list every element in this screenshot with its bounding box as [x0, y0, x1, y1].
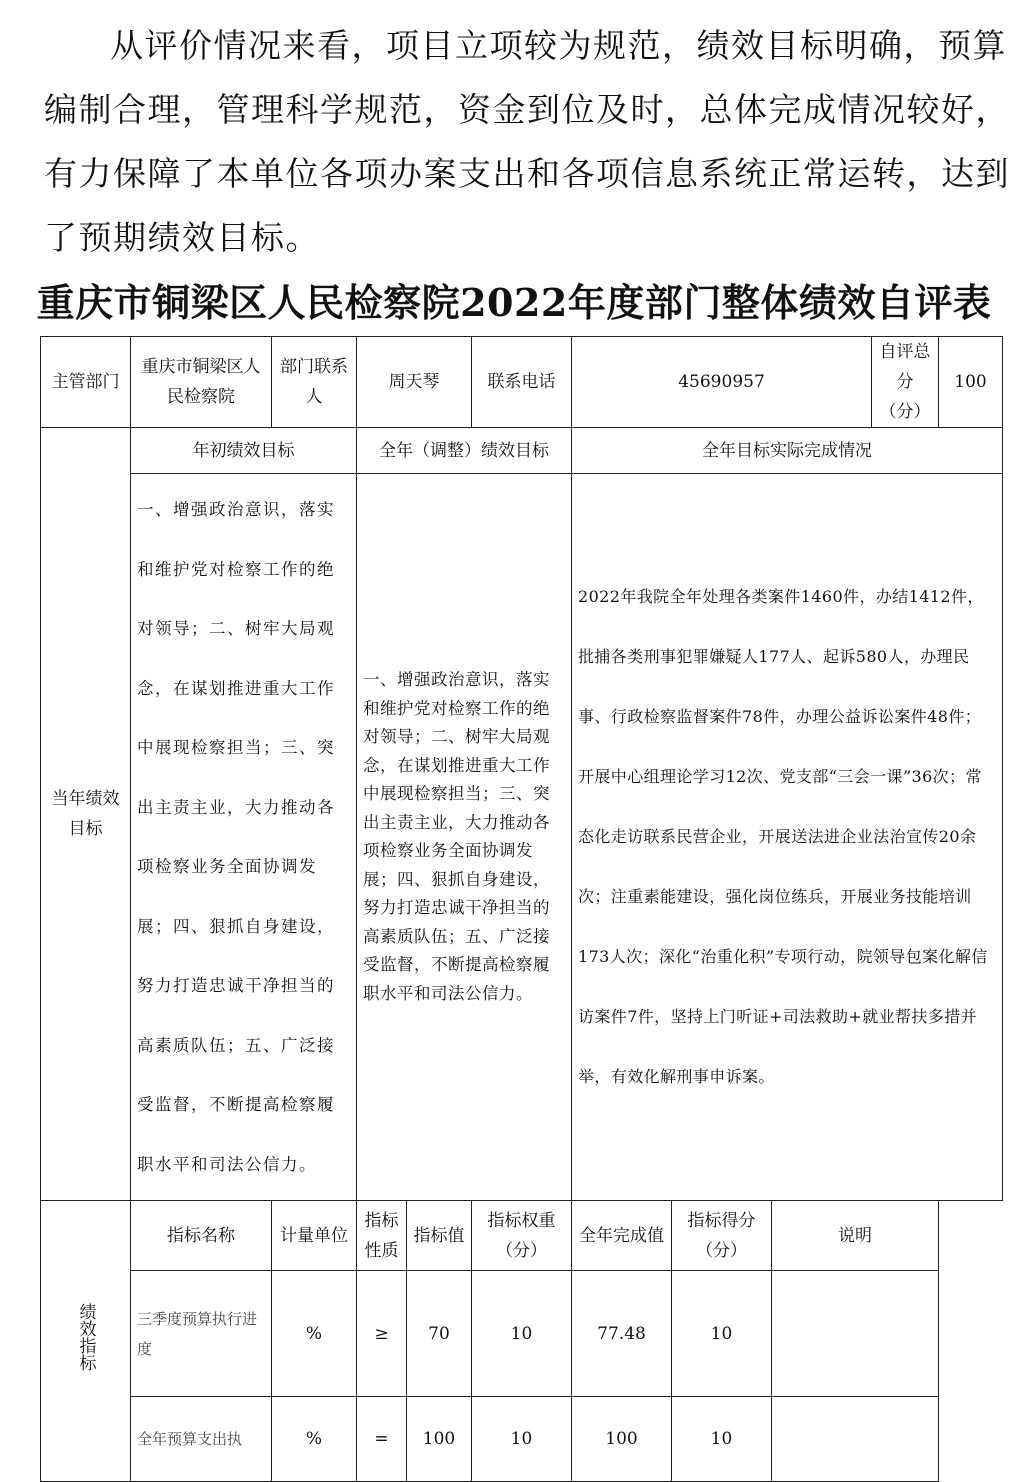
ind-value: 100: [407, 1397, 472, 1482]
ind-unit: %: [272, 1271, 357, 1397]
intro-line-2: 编制合理，管理科学规范，资金到位及时，总体完成情况较好，: [44, 90, 1010, 129]
ind-name: 全年预算支出执: [131, 1397, 272, 1482]
ind-header-nature: 指标性质: [357, 1201, 407, 1271]
score-label: 自评总分（分）: [872, 337, 939, 428]
ind-weight: 10: [472, 1397, 572, 1482]
col-actual-completion: 全年目标实际完成情况: [572, 428, 1003, 474]
header-row: [41, 337, 1003, 428]
dept-value: 重庆市铜梁区人民检察院: [131, 337, 272, 428]
ind-score: 10: [672, 1397, 772, 1482]
ind-header-done: 全年完成值: [572, 1201, 672, 1271]
contact-value: 周天琴: [357, 337, 472, 428]
intro-line-1: 从评价情况来看，项目立项较为规范，绩效目标明确，预算: [110, 26, 1007, 65]
ind-weight: 10: [472, 1271, 572, 1397]
ind-value: 70: [407, 1271, 472, 1397]
ind-done: 77.48: [572, 1271, 672, 1397]
adjusted-goal-text: 一、增强政治意识，落实和维护党对检察工作的绝对领导；二、树牢大局观念，在谋划推进重大工作中展现检察担当；三、突出主责主业，大力推动各项检察业务全面协调发展；四、狠抓自身建设，努力打造忠诚干净担当的高素质队伍；五、广泛接受监督，不断提高检察履职水平和司法公信力。: [357, 474, 572, 1201]
ind-header-weight: 指标权重（分）: [472, 1201, 572, 1271]
indicators-header-row: [41, 1201, 1003, 1271]
ind-nature: =: [357, 1397, 407, 1482]
ind-header-name: 指标名称: [131, 1201, 272, 1271]
col-initial-goal: 年初绩效目标: [131, 428, 357, 474]
intro-line-4: 了预期绩效目标。: [44, 218, 320, 257]
ind-note: [772, 1397, 939, 1482]
score-value: 100: [939, 337, 1003, 428]
indicators-section-label: [41, 1201, 131, 1482]
ind-header-score: 指标得分（分）: [672, 1201, 772, 1271]
ind-unit: %: [272, 1397, 357, 1482]
ind-name: 三季度预算执行进度: [131, 1271, 272, 1397]
intro-paragraph: [44, 14, 1010, 270]
table-row: [41, 1271, 1003, 1397]
ind-header-unit: 计量单位: [272, 1201, 357, 1271]
dept-label: 主管部门: [41, 337, 131, 428]
initial-goal-text: 一、增强政治意识，落实和维护党对检察工作的绝对领导；二、树牢大局观念，在谋划推进重大工作中展现检察担当；三、突出主责主业，大力推动各项检察业务全面协调发展；四、狠抓自身建设，努力打造忠诚干净担当的高素质队伍；五、广泛接受监督，不断提高检察履职水平和司法公信力。: [131, 474, 357, 1201]
ind-score: 10: [672, 1271, 772, 1397]
table-row: [41, 1397, 1003, 1482]
evaluation-table: [40, 336, 1003, 1482]
phone-value: 45690957: [572, 337, 872, 428]
ind-header-note: 说明: [772, 1201, 939, 1271]
goals-body-row: [41, 474, 1003, 1201]
goals-section-label: 当年绩效目标: [41, 428, 131, 1201]
ind-done: 100: [572, 1397, 672, 1482]
contact-label: 部门联系人: [272, 337, 357, 428]
ind-header-value: 指标值: [407, 1201, 472, 1271]
document-title: 重庆市铜梁区人民检察院2022年度部门整体绩效自评表: [36, 280, 992, 325]
ind-note: [772, 1271, 939, 1397]
ind-nature: ≥: [357, 1271, 407, 1397]
indicators-section-text: 绩效指标: [75, 1302, 96, 1371]
goals-header-row: [41, 428, 1003, 474]
phone-label: 联系电话: [472, 337, 572, 428]
col-adjusted-goal: 全年（调整）绩效目标: [357, 428, 572, 474]
intro-line-3: 有力保障了本单位各项办案支出和各项信息系统正常运转，达到: [44, 154, 1010, 193]
actual-completion-text: 2022年我院全年处理各类案件1460件，办结1412件，批捕各类刑事犯罪嫌疑人177人、起诉580人，办理民事、行政检察监督案件78件，办理公益诉讼案件48件；开展中心组理论学习12次、党支部“三会一课”36次；常态化走访联系民营企业，开展送法进企业法治宣传20余次；注重素能建设，强化岗位练兵，开展业务技能培训173人次；深化“治重化积”专项行动，院领导包案化解信访案件7件，坚持上门听证+司法救助+就业帮扶多措并举，有效化解刑事申诉案。: [572, 474, 1003, 1201]
